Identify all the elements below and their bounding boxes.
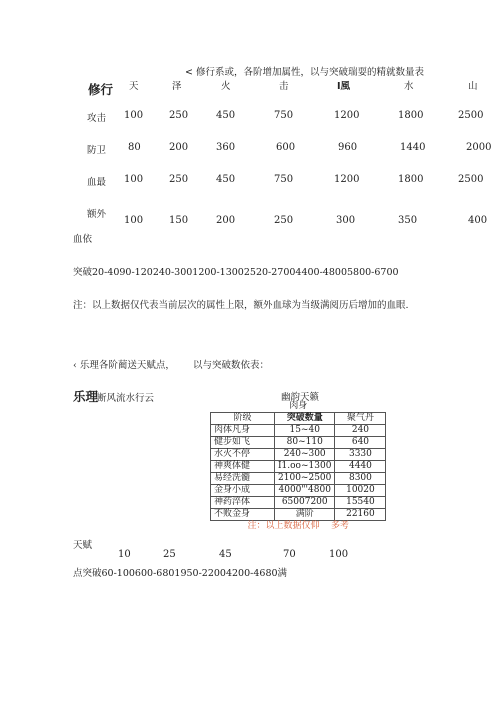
table-header-cell: 聚气丹: [335, 413, 386, 425]
table-header-row: [211, 413, 386, 425]
table1-cell: 750: [274, 110, 294, 121]
table1-row-label: 防卫: [87, 145, 107, 156]
table-cell: 金身小成: [211, 485, 275, 497]
table-cell: 640: [335, 437, 386, 449]
table1-header-3: 击: [279, 81, 289, 92]
table-cell: 80~110: [275, 437, 335, 449]
table-cell: 15540: [335, 497, 386, 509]
table-cell: I1.oo~1300: [275, 461, 335, 473]
table-cell: 神药淬体: [211, 497, 275, 509]
talent-line: 点突破60-100600-6801950-22004200-4680满: [73, 568, 288, 579]
table-cell: 65007200: [275, 497, 335, 509]
table1-cell: 2500: [458, 110, 484, 121]
note-line: 注：以上数据仅代表当前层次的属性上限，额外血球为当级满阅历后增加的血眼.: [73, 300, 409, 311]
table-cell: 健步如飞: [211, 437, 275, 449]
table-footer-row: [211, 521, 386, 533]
table1-header-6: 山: [468, 81, 478, 92]
table1-row-label: 攻击: [87, 113, 107, 124]
table-row: [211, 425, 386, 437]
table1-cell: 450: [216, 110, 236, 121]
table-cell: 10020: [335, 485, 386, 497]
table-row: [211, 485, 386, 497]
section2-intro-left: ‹ 乐理各阶蔺送天赋点，: [73, 360, 175, 371]
table1-header-4: I風: [337, 81, 351, 92]
table-row: [211, 509, 386, 521]
table-cell: 2100~2500: [275, 473, 335, 485]
table1-cell: 2500: [458, 174, 484, 185]
table-cell: 神爽体健: [211, 461, 275, 473]
table-cell: 4000"'4800: [275, 485, 335, 497]
table-cell: 240: [335, 425, 386, 437]
table-header-cell: 阶级: [211, 413, 275, 425]
table1-cell: 2000: [466, 142, 492, 153]
table1-cell: 1200: [334, 110, 360, 121]
table1-cell: 250: [169, 174, 189, 185]
table1-header-2: 火: [221, 81, 231, 92]
table1-cell: 150: [169, 215, 189, 226]
section2-table-title: 幽韵天籁: [281, 392, 320, 403]
table1-cell: 200: [169, 142, 189, 153]
table1-cell: 1800: [398, 174, 424, 185]
table1-cell: 100: [124, 174, 144, 185]
table-cell: 15~40: [275, 425, 335, 437]
section2-label-rest: 断风流水行云: [97, 393, 155, 404]
talent-value: 25: [163, 549, 176, 560]
table-header-cell: 突破数量: [275, 413, 335, 425]
table-row: [211, 437, 386, 449]
table-cell: 易经洗髓: [211, 473, 275, 485]
table1-header-1: 泽: [172, 81, 182, 92]
talent-label: 天赋: [73, 540, 93, 551]
table-cell: 满阶: [275, 509, 335, 521]
table1-header-0: 天: [129, 81, 139, 92]
talent-value: 100: [329, 549, 349, 560]
table1-cell: 100: [124, 110, 144, 121]
table-top-header-row: [211, 401, 386, 413]
table-cell: 240~300: [275, 449, 335, 461]
table-top-header: 肉身: [211, 401, 386, 413]
table-row: [211, 473, 386, 485]
section2-intro-right: 以与突破数依表：: [193, 360, 270, 371]
table1-header-5: 水: [404, 81, 414, 92]
table1-cell: 960: [338, 142, 358, 153]
table1-row-label-top: 额外: [87, 209, 107, 220]
talent-value: 70: [283, 549, 296, 560]
table-row: [211, 497, 386, 509]
table1-title: < 修行系或，各阶增加属性，以与突破瑞耍的精就数量表: [185, 67, 424, 78]
table1-cell: 450: [216, 174, 236, 185]
table1-corner-label: 修行: [88, 82, 114, 97]
section2-table: [210, 401, 386, 532]
section2-big-label: 乐理: [73, 389, 99, 404]
table1-cell: 250: [274, 215, 294, 226]
table-row: [211, 461, 386, 473]
table1-cell: 1440: [400, 142, 426, 153]
table1-cell: 80: [128, 142, 141, 153]
table1-cell: 100: [124, 215, 144, 226]
table1-cell: 360: [216, 142, 236, 153]
table1-cell: 250: [169, 110, 189, 121]
table-cell: 8300: [335, 473, 386, 485]
table1-cell: 1200: [334, 174, 360, 185]
table-cell: 3330: [335, 449, 386, 461]
table1-row-label-bottom: 血依: [73, 234, 93, 245]
table-cell: 不败金身: [211, 509, 275, 521]
talent-value: 45: [219, 549, 232, 560]
table1-cell: 600: [276, 142, 296, 153]
table1-row-label: 血最: [87, 177, 107, 188]
table-cell: 22160: [335, 509, 386, 521]
table1-cell: 1800: [398, 110, 424, 121]
table-footer-ref: 多考: [330, 521, 349, 531]
table-row: [211, 449, 386, 461]
breakthrough-line: 突破20-4090-120240-3001200-13002520-27004400-48005800-6700: [73, 267, 399, 278]
talent-value: 10: [118, 549, 131, 560]
table1-cell: 400: [468, 215, 488, 226]
table-footer: [211, 521, 386, 533]
table1-cell: 750: [274, 174, 294, 185]
table-cell: 水火不停: [211, 449, 275, 461]
table-footer-note: 注：以上数据仅仰: [247, 521, 320, 531]
table1-cell: 200: [216, 215, 236, 226]
table-cell: 4440: [335, 461, 386, 473]
table1-cell: 350: [398, 215, 418, 226]
table1-cell: 300: [336, 215, 356, 226]
table-cell: 肉体凡身: [211, 425, 275, 437]
